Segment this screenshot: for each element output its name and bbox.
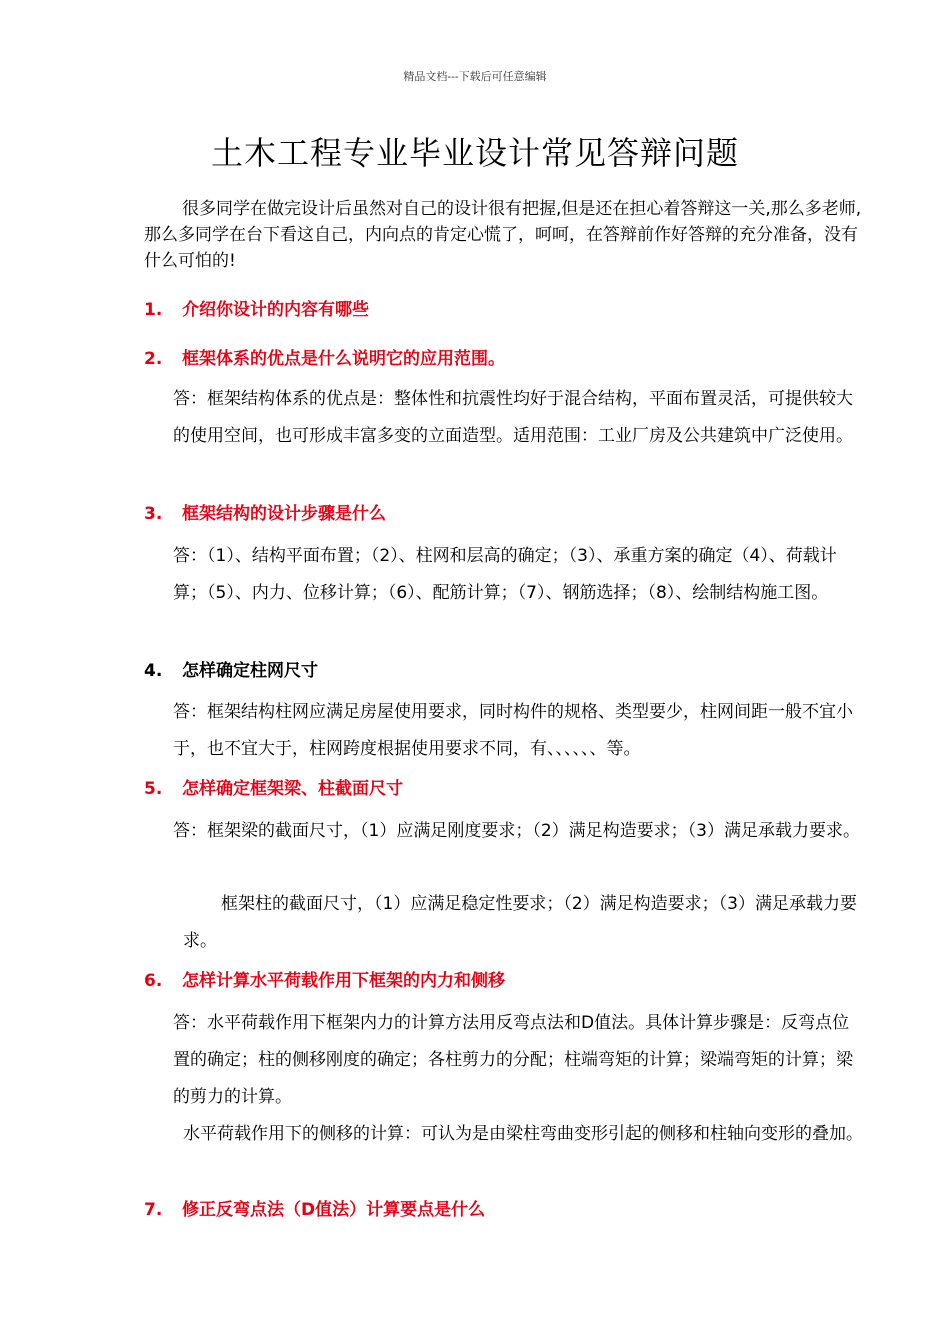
question-text: 怎样计算水平荷载作用下框架的内力和侧移	[182, 971, 505, 991]
question-number: 7.	[144, 1200, 163, 1220]
question-number: 2.	[144, 349, 163, 369]
question-number: 4.	[144, 661, 163, 681]
question-text: 怎样确定框架梁、柱截面尺寸	[182, 779, 403, 799]
question-6	[144, 966, 505, 991]
question-text: 框架体系的优点是什么说明它的应用范围。	[182, 349, 505, 369]
answer-2: 答：框架结构体系的优点是：整体性和抗震性均好于混合结构，平面布置灵活，可提供较大的使用空间，也可形成丰富多变的立面造型。适用范围：工业厂房及公共建筑中广泛使用。	[173, 389, 853, 446]
page-title: 土木工程专业毕业设计常见答辩问题	[210, 134, 739, 172]
question-text: 修正反弯点法（D值法）计算要点是什么	[182, 1200, 486, 1220]
answer-4: 答：框架结构柱网应满足房屋使用要求，同时构件的规格、类型要少，柱网间距一般不宜小于，也不宜大于，柱网跨度根据使用要求不同，有、、、、、、等。	[173, 702, 853, 759]
answer-5-beam: 答：框架梁的截面尺寸，（1）应满足刚度要求；（2）满足构造要求；（3）满足承载力要求。	[173, 821, 860, 841]
question-text: 框架结构的设计步骤是什么	[182, 504, 386, 524]
answer-6-drift: 水平荷载作用下的侧移的计算：可认为是由梁柱弯曲变形引起的侧移和柱轴向变形的叠加。	[183, 1124, 863, 1144]
question-number: 1.	[144, 300, 163, 320]
intro-paragraph: 很多同学在做完设计后虽然对自己的设计很有把握,但是还在担心着答辩这一关,那么多老师,那么多同学在台下看这自己，内向点的肯定心慌了，呵呵，在答辩前作好答辩的充分准备，没有什么可怕的!	[144, 199, 862, 271]
question-number: 3.	[144, 504, 163, 524]
question-2	[144, 344, 505, 369]
question-7	[144, 1195, 485, 1220]
answer-6: 答：水平荷载作用下框架内力的计算方法用反弯点法和D值法。具体计算步骤是：反弯点位置的确定；柱的侧移刚度的确定；各柱剪力的分配；柱端弯矩的计算；梁端弯矩的计算；梁的剪力的计算。	[173, 1013, 853, 1107]
answer-5-column: 框架柱的截面尺寸，（1）应满足稳定性要求；（2）满足构造要求；（3）满足承载力要求。	[183, 894, 857, 951]
question-4	[144, 656, 318, 681]
question-5	[144, 774, 403, 799]
question-text: 怎样确定柱网尺寸	[182, 661, 318, 681]
answer-3: 答：（1）、结构平面布置；（2）、柱网和层高的确定；（3）、承重方案的确定（4）、荷载计算；（5）、内力、位移计算；（6）、配筋计算；（7）、钢筋选择；（8）、绘制结构施工图。	[173, 546, 837, 603]
question-3	[144, 499, 386, 524]
question-number: 5.	[144, 779, 163, 799]
question-text: 介绍你设计的内容有哪些	[182, 300, 369, 320]
question-1	[144, 295, 369, 320]
question-number: 6.	[144, 971, 163, 991]
page-header: 精品文档---下载后可任意编辑	[403, 70, 547, 83]
